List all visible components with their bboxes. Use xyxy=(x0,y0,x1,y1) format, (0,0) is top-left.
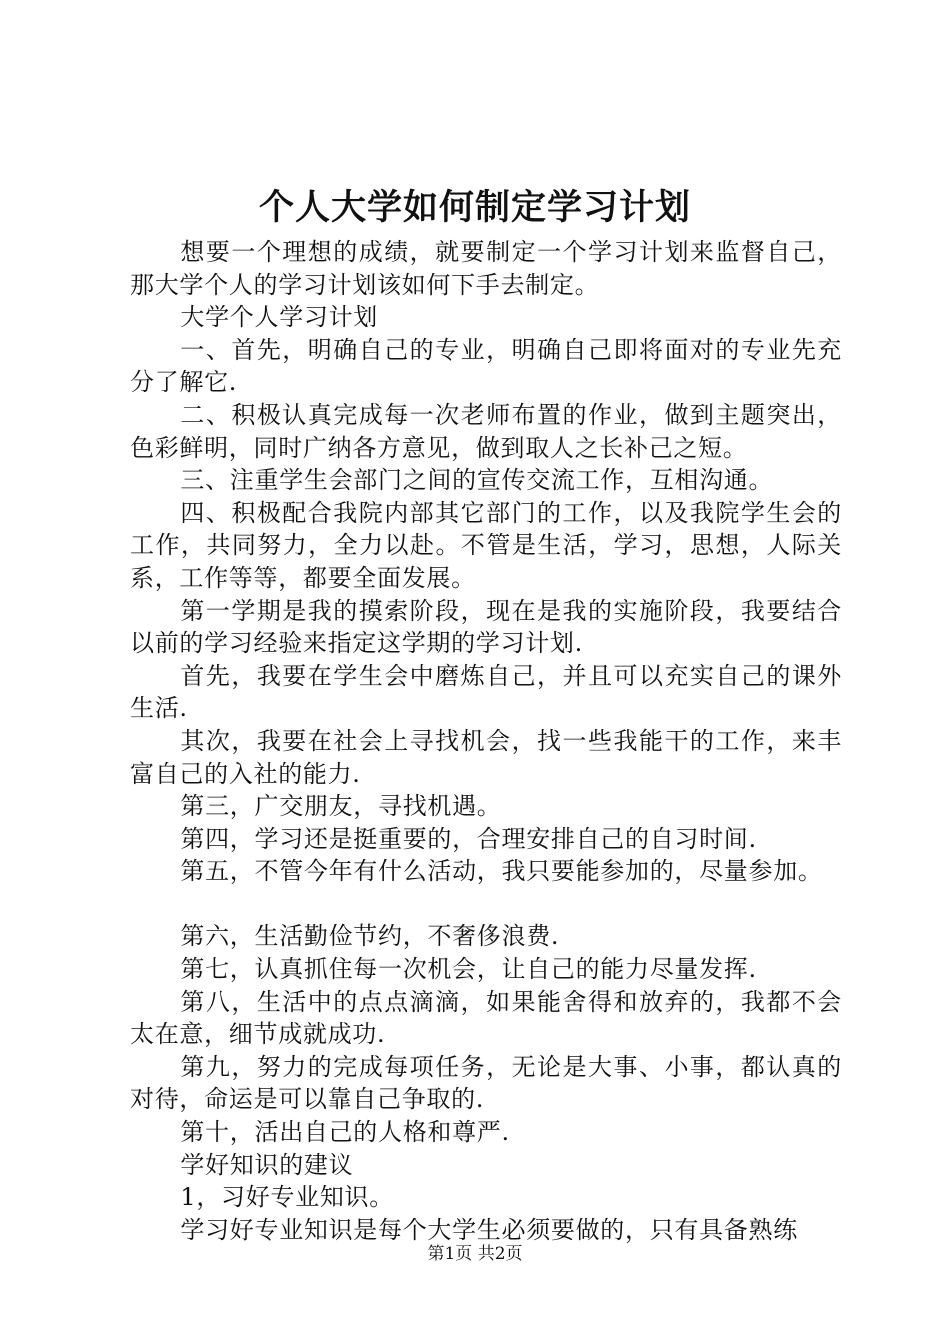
paragraph-fifth: 第五，不管今年有什么活动，我只要能参加的，尽量参加。 xyxy=(180,857,823,886)
paragraph-heading-plan: 大学个人学习计划 xyxy=(180,303,378,332)
paragraph-item-4: 四、积极配合我院内部其它部门的工作，以及我院学生会的工作，共同努力，全力以赴。不管是生活，学习，思想，人际关系，工作等等，都要全面发展。 xyxy=(130,498,842,592)
paragraph-tenth: 第十，活出自己的人格和尊严. xyxy=(180,1118,510,1147)
page-title: 个人大学如何制定学习计划 xyxy=(258,187,691,228)
paragraph-semester: 第一学期是我的摸索阶段，现在是我的实施阶段，我要结合以前的学习经验来指定这学期的学习计划. xyxy=(130,596,842,658)
paragraph-third: 第三，广交朋友，寻找机遇。 xyxy=(180,792,502,821)
document-body xyxy=(130,236,842,1246)
paragraph-sixth: 第六，生活勤俭节约，不奢侈浪费. xyxy=(180,922,560,951)
paragraph-item-3: 三、注重学生会部门之间的宣传交流工作，互相沟通。 xyxy=(180,466,774,495)
paragraph-item-2: 二、积极认真完成每一次老师布置的作业，做到主题突出，色彩鲜明，同时广纳各方意见，做到取人之长补己之短。 xyxy=(130,400,842,462)
paragraph-fourth: 第四，学习还是挺重要的，合理安排自己的自习时间. xyxy=(180,824,757,853)
page-footer: 第1页 共2页 xyxy=(427,1244,523,1264)
paragraph-second: 其次，我要在社会上寻找机会，找一些我能干的工作，来丰富自己的入社的能力. xyxy=(130,726,842,788)
paragraph-first: 首先，我要在学生会中磨炼自己，并且可以充实自己的课外生活. xyxy=(130,661,842,723)
paragraph-eighth: 第八，生活中的点点滴滴，如果能舍得和放弃的，我都不会太在意，细节成就成功. xyxy=(130,987,842,1049)
paragraph-item-1: 一、首先，明确自己的专业，明确自己即将面对的专业先充分了解它. xyxy=(130,335,842,397)
paragraph-heading-advice: 学好知识的建议 xyxy=(180,1150,354,1179)
paragraph-advice-1-body: 学习好专业知识是每个大学生必须要做的，只有具备熟练 xyxy=(180,1215,798,1244)
paragraph-ninth: 第九，努力的完成每项任务，无论是大事、小事，都认真的对待，命运是可以靠自己争取的. xyxy=(130,1052,842,1114)
blank-line xyxy=(130,888,842,921)
paragraph-advice-1: 1，习好专业知识。 xyxy=(180,1183,394,1212)
paragraph-seventh: 第七，认真抓住每一次机会，让自己的能力尽量发挥. xyxy=(180,955,757,984)
paragraph-intro: 想要一个理想的成绩，就要制定一个学习计划来监督自己，那大学个人的学习计划该如何下手去制定。 xyxy=(130,238,842,299)
